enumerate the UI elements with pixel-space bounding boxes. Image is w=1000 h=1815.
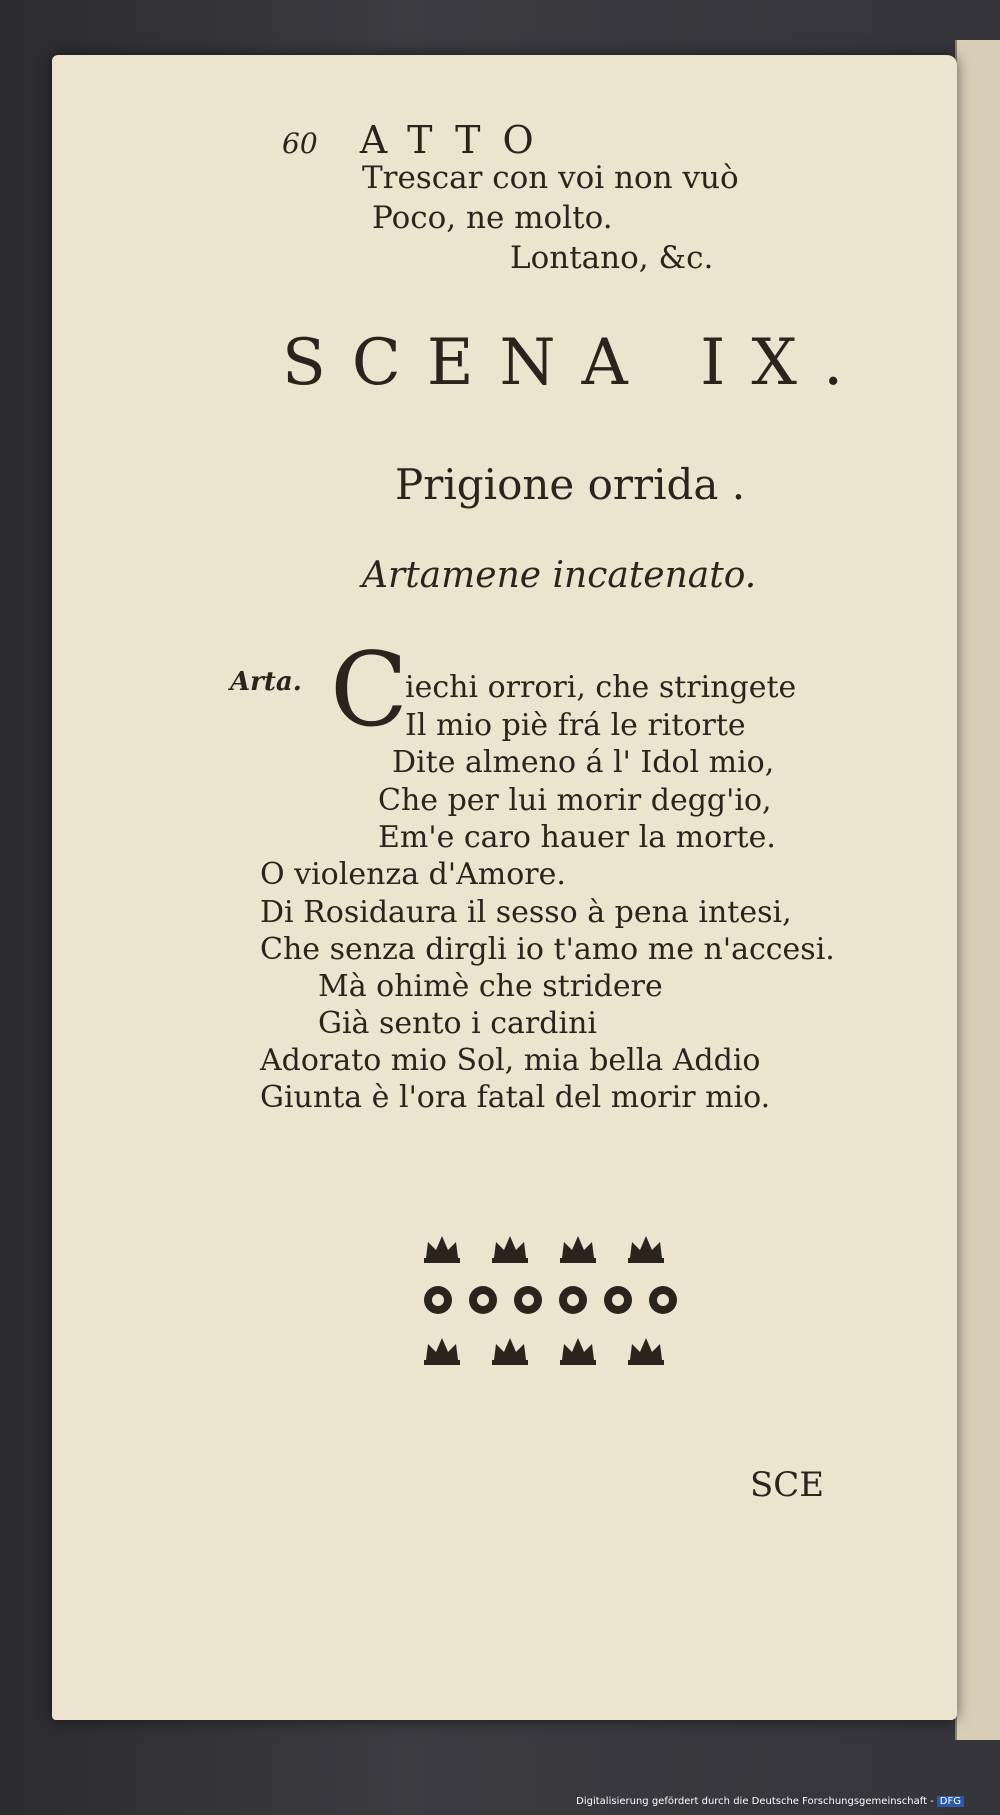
running-header — [282, 118, 556, 162]
verse-line: Di Rosidaura il sesso à pena intesi, — [260, 895, 792, 930]
prev-line-2: Poco, ne molto. — [372, 200, 613, 236]
drop-cap: C — [330, 631, 409, 750]
verse-line: Già sento i cardini — [318, 1006, 597, 1041]
verse-line: Giunta è l'ora fatal del morir mio. — [260, 1080, 771, 1115]
catchword: SCE — [750, 1465, 825, 1505]
credit-text: Digitalisierung gefördert durch die Deutsche Forschungsgemeinschaft - — [576, 1796, 934, 1807]
verse-line: Che per lui morir degg'io, — [378, 783, 772, 818]
dfg-logo: DFG — [937, 1796, 964, 1807]
verse-line: Che senza dirgli io t'amo me n'accesi. — [260, 932, 835, 967]
page-number: 60 — [282, 127, 318, 160]
verse-line: Dite almeno á l' Idol mio, — [392, 745, 775, 780]
verse-line: iechi orrori, che stringete — [405, 670, 797, 705]
verse-line: Adorato mio Sol, mia bella Addio — [260, 1043, 761, 1078]
verse-line: Il mio piè frá le ritorte — [405, 708, 746, 743]
scene-heading: SCENA IX. — [282, 326, 870, 400]
digitization-credit — [576, 1796, 964, 1807]
verse-line: O violenza d'Amore. — [260, 857, 566, 892]
crown-ornament-row-top — [418, 1228, 693, 1268]
prev-line-3: Lontano, &c. — [510, 240, 714, 276]
verse-line: Mà ohimè che stridere — [318, 969, 663, 1004]
adjacent-page-edge — [955, 40, 1000, 1740]
scene-character: Artamene incatenato. — [362, 555, 757, 596]
prev-line-1: Trescar con voi non vuò — [362, 160, 739, 196]
speaker-label: Arta. — [230, 667, 302, 697]
floral-ornament-row — [418, 1280, 693, 1320]
act-title: ATTO — [359, 118, 556, 162]
scene-place: Prigione orrida . — [395, 460, 746, 509]
verse-line: Em'e caro hauer la morte. — [378, 820, 776, 855]
crown-ornament-row-bottom — [418, 1330, 693, 1370]
